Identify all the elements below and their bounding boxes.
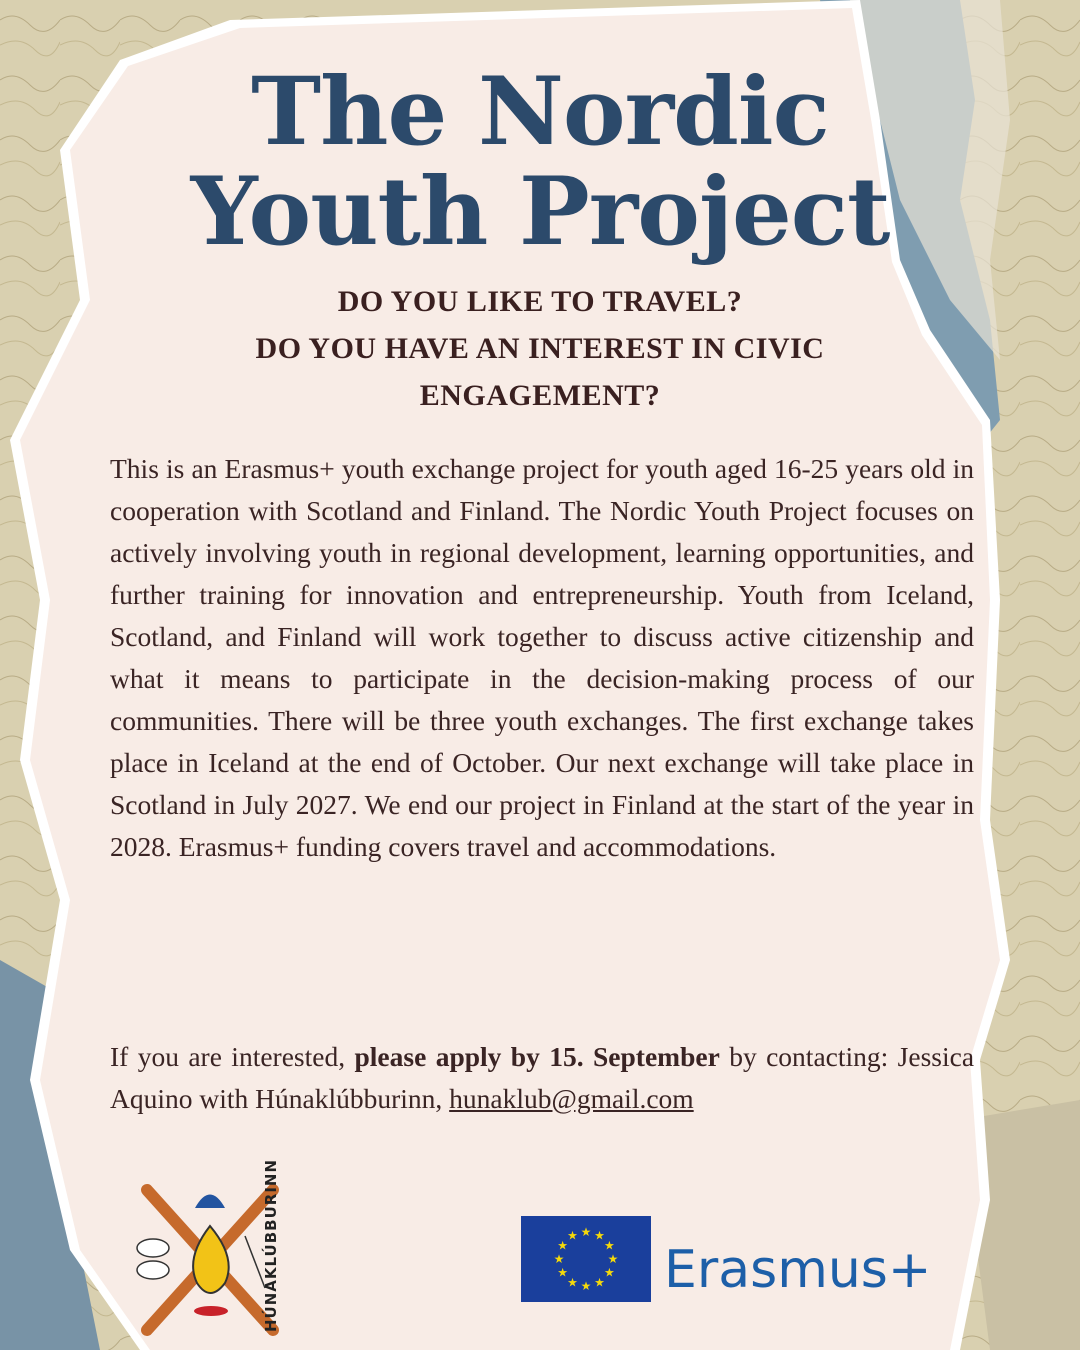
eu-star-icon: ★	[557, 1238, 569, 1253]
page-title-line-1: The Nordic	[251, 57, 829, 167]
eu-star-icon: ★	[594, 1228, 605, 1243]
eu-star-icon: ★	[607, 1252, 619, 1266]
hunaklubburinn-logo	[125, 1178, 325, 1338]
eu-star-icon: ★	[580, 1225, 592, 1239]
project-description: This is an Erasmus+ youth exchange project for youth aged 16-25 years old in cooperation with Scotland and Finland. The Nordic Youth Project focuses on actively involving youth in regional development, learning opportunities, and further training for innovation and entrepreneurship. Youth from Iceland, Scotland, and Finland will work together to discuss active citizenship and what it means to participate in the decision-making process of our communities. There will be three youth exchanges. The first exchange takes place in Iceland at the end of October. Our next exchange will take place in Scotland in July 2027. We end our project in Finland at the start of the year in 2028. Erasmus+ funding covers travel and accommodations.	[110, 453, 974, 862]
eu-star-icon: ★	[580, 1279, 592, 1293]
eu-star-icon: ★	[553, 1252, 565, 1266]
eu-star-icon: ★	[567, 1275, 578, 1290]
eu-star-icon: ★	[594, 1275, 605, 1290]
eu-star-icon: ★	[603, 1265, 615, 1280]
apply-paragraph	[110, 1036, 974, 1120]
apply-deadline: please apply by 15. September	[354, 1041, 720, 1072]
eu-star-icon: ★	[557, 1265, 569, 1280]
contact-email-link[interactable]: hunaklub@gmail.com	[449, 1083, 694, 1114]
page-title-line-2: Youth Project	[190, 157, 890, 267]
question-travel: DO YOU LIKE TO TRAVEL?	[337, 285, 743, 318]
apply-suffix: by contacting: Jessica Aquino with Húnaklúbburinn,	[110, 1041, 975, 1114]
club-name-vertical: HÚNAKLÚBBURINN	[262, 1158, 280, 1332]
question-civic: DO YOU HAVE AN INTEREST IN CIVIC ENGAGEMENT?	[255, 332, 825, 412]
eu-flag-icon	[521, 1216, 651, 1302]
eu-star-icon: ★	[603, 1238, 615, 1253]
eu-star-icon: ★	[567, 1228, 578, 1243]
apply-prefix: If you are interested,	[110, 1041, 346, 1072]
erasmus-plus-label: Erasmus+	[664, 1240, 932, 1300]
